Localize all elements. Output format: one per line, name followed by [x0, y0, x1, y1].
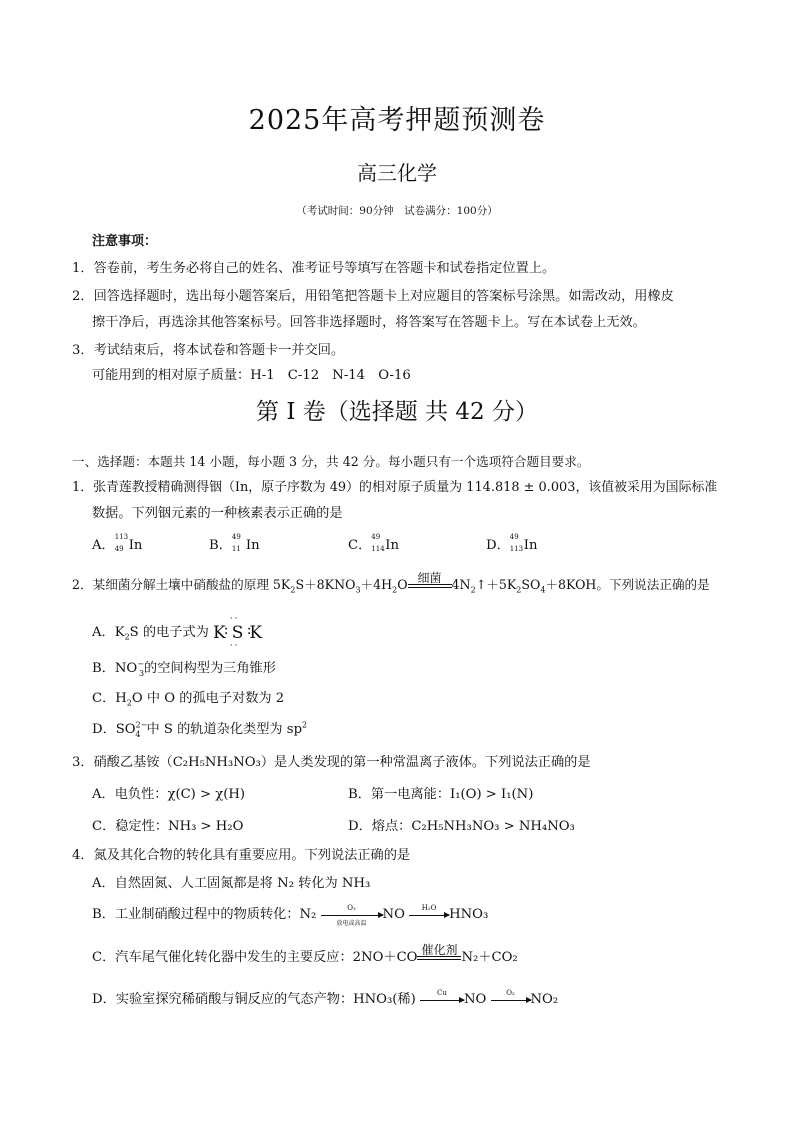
atomic-number: 11	[231, 545, 241, 553]
option-text: N₂＋CO₂	[461, 950, 518, 965]
option-text: A．K	[92, 625, 125, 640]
atomic-mass-info: 可能用到的相对原子质量：H-1 C-12 N-14 O-16	[92, 368, 411, 383]
option-label: A．	[92, 538, 115, 553]
option-text: S 的电子式为	[129, 625, 209, 640]
arrow-label-top: O₂	[506, 989, 515, 997]
arrow-label-top: Cu	[437, 989, 447, 997]
nuclide	[371, 533, 399, 553]
arrow-label-bottom: 放电或高温	[336, 920, 367, 927]
reaction-arrow	[491, 989, 531, 1001]
element-symbol: In	[385, 538, 399, 553]
reaction-condition: 细菌	[417, 570, 442, 585]
q2-text: SO	[521, 577, 541, 592]
q1-option-b	[209, 534, 260, 553]
q1-option-a	[92, 534, 142, 553]
q2-stem: 2．某细菌分解土壤中硝酸盐的原理 $5K_2S+8KNO_3+4H_2O$ 细菌 $4N_2↑+5K_2SO_4+8KOH$。下列说法正确的是	[72, 570, 710, 595]
notice-item: 擦干净后，再选涂其他答案标号。回答非选择题时，将答案写在答题卡上。写在本试卷上无效。	[92, 315, 646, 330]
q2-option-a: A．$K_2S$ 的电子式为 K : ·· S ·· :K	[92, 621, 263, 643]
notice-heading: 注意事项：	[92, 234, 158, 249]
option-label: B．	[209, 538, 232, 553]
q2-text: ↑＋5K	[475, 577, 517, 592]
option-text: B．NO	[92, 661, 138, 676]
exam-subtitle: 高三化学	[357, 161, 437, 185]
option-text: HNO₃	[449, 907, 489, 922]
option-text: C．H	[92, 691, 127, 706]
mass-number: 49	[509, 533, 519, 541]
exam-title: 2025年高考押题预测卷	[248, 105, 546, 136]
q4-stem: 4．氮及其化合物的转化具有重要应用。下列说法正确的是	[72, 848, 411, 863]
q3-option-b: B．第一电离能：I₁(O) > I₁(N)	[348, 787, 534, 802]
q2-option-d: D．$SO^{2-}_4$ 中 S 的轨道杂化类型为 $sp^2$	[92, 720, 308, 739]
atomic-number: 113	[509, 545, 524, 553]
reaction-condition-sign	[408, 570, 452, 588]
reaction-condition: 催化剂	[421, 942, 458, 957]
atomic-number: 114	[371, 545, 385, 553]
q1-stem: 1．张青莲教授精确测得铟（In，原子序数为 49）的相对原子质量为 114.818 ± 0.003，该值被采用为国际标准	[72, 480, 718, 495]
option-text: B．工业制硝酸过程中的物质转化：N₂	[92, 907, 317, 922]
option-text: NO	[382, 907, 405, 922]
element-symbol: In	[523, 538, 538, 553]
lewis-atom: K	[249, 622, 264, 643]
nuclide	[114, 533, 143, 553]
arrow-label-top: O₂	[347, 904, 356, 912]
notice-item: 1．答卷前，考生务必将自己的姓名、准考证号等填写在答题卡和试卷指定位置上。	[72, 261, 556, 276]
reaction-arrow	[409, 904, 449, 916]
mass-number: 113	[114, 533, 129, 541]
option-text: O 中 O 的孤电子对数为 2	[131, 691, 285, 706]
arrow-label-top: H₂O	[421, 904, 437, 912]
option-label: D．	[486, 538, 510, 553]
q2-option-c: C．$H_2O$ 中 O 的孤电子对数为 2	[92, 691, 285, 708]
reaction-arrow	[321, 904, 383, 927]
option-label: C．	[348, 538, 372, 553]
option-text: C．汽车尾气催化转化器中发生的主要反应：2NO＋CO	[92, 950, 418, 965]
q2-text: 2．某细菌分解土壤中硝酸盐的原理 5K	[72, 577, 291, 592]
reaction-condition-sign	[417, 942, 461, 960]
option-text: 的空间构型为三角锥形	[144, 661, 276, 676]
option-text: 中 S 的轨道杂化类型为 sp	[146, 722, 303, 737]
option-text: D．实验室探究稀硝酸与铜反应的气态产物：HNO₃(稀)	[92, 992, 416, 1007]
q4-option-b	[92, 903, 489, 927]
q4-option-a: A．自然固氮、人工固氮都是将 N₂ 转化为 NH₃	[92, 876, 371, 891]
q2-option-b: B．$NO^-_3$的空间构型为三角锥形	[92, 659, 276, 678]
nuclide	[509, 533, 538, 553]
section-title: 第 I 卷（选择题 共 42 分）	[256, 399, 538, 425]
option-text: NO	[463, 992, 487, 1007]
section-instruction: 一、选择题：本题共 14 小题，每小题 3 分，共 42 分。每小题只有一个选项符合题目要求。	[72, 454, 590, 469]
q4-option-c	[92, 942, 518, 965]
nuclide	[231, 533, 260, 553]
element-symbol: In	[245, 538, 260, 553]
notice-item: 3．考试结束后，将本试卷和答题卡一并交回。	[72, 343, 345, 358]
q4-option-d	[92, 988, 558, 1007]
exam-time-info: （考试时间：90分钟 试卷满分：100分）	[296, 205, 498, 217]
q1-stem: 数据。下列铟元素的一种核素表示正确的是	[92, 506, 343, 521]
option-text: D．SO	[92, 722, 136, 737]
q3-option-a: A．电负性：χ(C) > χ(H)	[92, 787, 246, 802]
q3-option-c: C．稳定性：NH₃ > H₂O	[92, 819, 244, 834]
q2-text: 4N	[451, 577, 471, 592]
mass-number: 49	[231, 533, 241, 541]
q1-option-d	[486, 534, 537, 553]
lewis-atom: S	[231, 622, 245, 643]
q2-text: ＋8KOH	[545, 577, 597, 592]
q1-option-c	[348, 534, 399, 553]
q2-text: O	[397, 577, 408, 592]
q2-text: S＋8KNO	[295, 577, 356, 592]
lewis-atom: K	[213, 622, 227, 643]
q3-option-d: D．熔点：C₂H₅NH₃NO₃ > NH₄NO₃	[348, 819, 575, 834]
q3-stem: 3．硝酸乙基铵（C₂H₅NH₃NO₃）是人类发现的第一种常温离子液体。下列说法正确的是	[72, 755, 591, 770]
mass-number: 49	[371, 533, 381, 541]
lewis-structure: K : ·· S ·· :K	[213, 623, 263, 643]
option-text: NO₂	[530, 992, 559, 1007]
atomic-number: 49	[114, 545, 124, 553]
q2-text: ＋4H	[360, 577, 393, 592]
reaction-arrow	[420, 989, 464, 1001]
notice-item: 2．回答选择题时，选出每小题答案后，用铅笔把答题卡上对应题目的答案标号涂黑。如需改动，用橡皮	[72, 289, 674, 304]
element-symbol: In	[128, 538, 143, 553]
q2-text: 。下列说法正确的是	[596, 577, 710, 592]
